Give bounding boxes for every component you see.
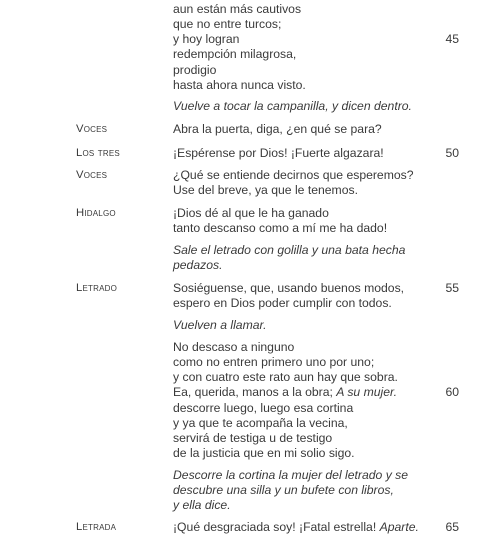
speaker-name: Voces xyxy=(76,169,108,181)
line-number: 65 xyxy=(445,520,459,534)
verse-line: que no entre turcos; xyxy=(173,17,282,31)
verse-line: como no entren primero uno por uno; xyxy=(173,355,375,369)
verse-line: servirá de testiga u de testigo xyxy=(173,431,333,445)
speaker-name: Hidalgo xyxy=(76,207,116,219)
verse-line: redempción milagrosa, xyxy=(173,47,297,61)
verse-line: aun están más cautivos xyxy=(173,2,302,16)
verse-line: de la justicia que en mi solio sigo. xyxy=(173,446,355,460)
stage-direction: pedazos. xyxy=(173,258,223,272)
stage-direction: Vuelven a llamar. xyxy=(173,318,267,332)
stage-direction: descubre una silla y un bufete con libros, xyxy=(173,483,394,497)
aside-direction: Aparte. xyxy=(379,520,419,534)
verse-text: ¡Qué desgraciada soy! ¡Fatal estrella! xyxy=(173,520,380,534)
verse-line: ¡Dios dé al que le ha ganado xyxy=(173,206,329,220)
verse-line: No descaso a ninguno xyxy=(173,340,295,354)
line-number: 55 xyxy=(445,281,459,295)
verse-line: ¿Qué se entiende decirnos que esperemos? xyxy=(173,168,414,182)
stage-direction: Sale el letrado con golilla y una bata hecha xyxy=(173,243,406,257)
line-number: 45 xyxy=(445,32,459,46)
verse-text: Ea, querida, manos a la obra; xyxy=(173,385,337,399)
verse-line: Sosiéguense, que, usando buenos modos, xyxy=(173,281,405,295)
verse-line: tanto descanso como a mí me ha dado! xyxy=(173,221,388,235)
verse-line: Abra la puerta, diga, ¿en qué se para? xyxy=(173,122,382,136)
verse-line xyxy=(173,520,419,535)
line-number: 60 xyxy=(445,385,459,399)
verse-line xyxy=(173,385,397,400)
aside-direction: A su mujer. xyxy=(336,385,398,399)
verse-line: y hoy logran xyxy=(173,32,240,46)
verse-line: Use del breve, ya que le tenemos. xyxy=(173,183,358,197)
verse-line: hasta ahora nunca visto. xyxy=(173,78,306,92)
speaker-name: Voces xyxy=(76,123,108,135)
verse-line: y ya que te acompaña la vecina, xyxy=(173,416,348,430)
stage-direction: y ella dice. xyxy=(173,498,231,512)
speaker-name: Letrada xyxy=(76,521,117,533)
verse-line: y con cuatro este rato aun hay que sobra. xyxy=(173,370,398,384)
stage-direction: Descorre la cortina la mujer del letrado y se xyxy=(173,468,409,482)
verse-line: ¡Espérense por Dios! ¡Fuerte algazara! xyxy=(173,146,384,160)
stage-direction: Vuelve a tocar la campanilla, y dicen dentro. xyxy=(173,99,412,113)
verse-line: prodigio xyxy=(173,63,217,77)
verse-line: espero en Dios poder cumplir con todos. xyxy=(173,296,392,310)
speaker-name: Letrado xyxy=(76,282,118,294)
speaker-name: Los tres xyxy=(76,147,120,159)
line-number: 50 xyxy=(445,146,459,160)
verse-line: descorre luego, luego esa cortina xyxy=(173,401,354,415)
